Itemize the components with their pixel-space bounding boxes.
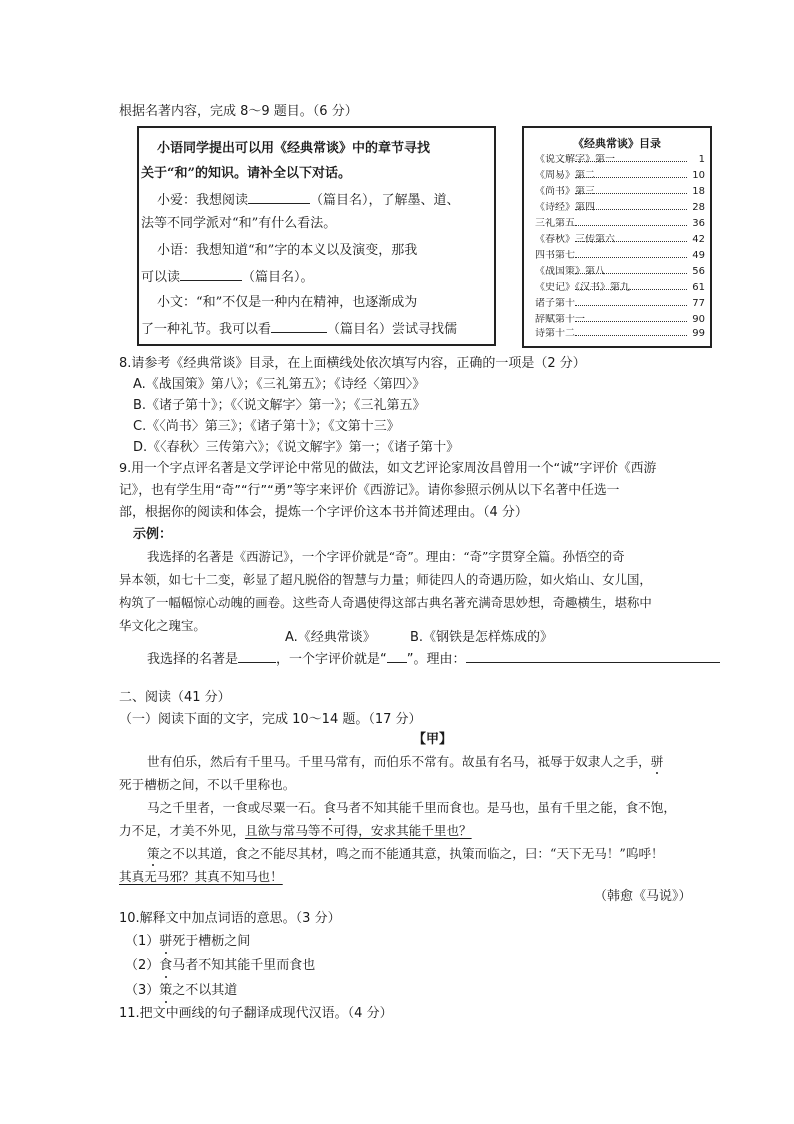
passage-para: 策之不以其道，食之不能尽其材，鸣之而不能通其意，执策而临之，曰：“天下无马！”呜呼！ — [147, 846, 664, 861]
q9-answer-line: 我选择的名著是 ，一个字评价就是“ ”。理由： — [147, 650, 720, 668]
answer-blank[interactable] — [180, 268, 242, 281]
q9-stem: 9.用一个字点评名著是文学评论中常见的做法，如文艺评论家周汝昌曾用一个“诚”字评价《西游 — [119, 461, 657, 476]
toc-row: 四书第七 49 — [535, 250, 705, 261]
passage-para: 力不足，才美不外见，且欲与常马等不可得，安求其能千里也？ — [119, 823, 472, 838]
toc-box — [522, 126, 712, 348]
toc-title: 《经典常谈》目录 — [573, 137, 661, 150]
book-blank[interactable] — [238, 650, 276, 663]
example-text: 异本领，如七十二变，彰显了超凡脱俗的智慧与力量；师徒四人的奇遇历险，如火焰山、女儿国， — [119, 572, 652, 587]
underlined-sentence: 且欲与常马等不可得，安求其能千里也？ — [244, 823, 472, 838]
character-blank[interactable] — [387, 650, 407, 663]
q8-option-a[interactable]: A.《战国策》第八》；《三礼第五》；《诗经〈第四〉》 — [133, 377, 426, 392]
dialogue-box — [137, 126, 496, 346]
passage-para: 马之千里者，一食或尽粟一石。食马者不知其能千里而食也。是马也，虽有千里之能，食不饱， — [147, 800, 676, 815]
example-text: 构筑了一幅幅惊心动魄的画卷。这些奇人奇遇使得这部古典名著充满奇思妙想，奇趣横生，堪称中 — [119, 595, 652, 610]
answer-blank[interactable] — [271, 320, 327, 333]
q9-stem-cont: 部，根据你的阅读和体会，提炼一个字评价这本书并简述理由。（4 分） — [119, 505, 528, 520]
toc-row: 《史记》《汉书》第九 61 — [535, 282, 705, 293]
passage-source: （韩愈《马说》） — [594, 889, 692, 904]
q8-option-c[interactable]: C.《〈尚书〉第三》；《诸子第十》；《文第十三》 — [133, 419, 400, 434]
passage-para: 世有伯乐，然后有千里马。千里马常有，而伯乐不常有。故虽有名马，祗辱于奴隶人之手，骈 — [147, 754, 664, 769]
dialogue-line: 小语同学提出可以用《经典常谈》中的章节寻找 — [157, 141, 431, 156]
section2-title: 二、阅读（41 分） — [119, 690, 231, 705]
q10-stem: 10.解释文中加点词语的意思。（3 分） — [119, 911, 341, 926]
toc-row: 辞赋第十一 90 — [535, 314, 705, 325]
example-text: 我选择的名著是《西游记》，一个字评价就是“奇”。理由：“奇”字贯穿全篇。孙悟空的奇 — [147, 549, 625, 564]
dialogue-wen: 小文：“和”不仅是一种内在精神，也逐渐成为 — [157, 295, 418, 310]
toc-row: 《诗经》第四 28 — [535, 202, 705, 213]
toc-row: 《周易》第二 10 — [535, 170, 705, 181]
passage-para: 死于槽枥之间，不以千里称也。 — [119, 777, 296, 792]
q10-item-1: （1）骈死于槽枥之间 — [125, 934, 251, 949]
toc-row: 《说文解字》第一 1 — [535, 154, 705, 165]
q8-stem: 8.请参考《经典常谈》目录，在上面横线处依次填写内容，正确的一项是（2 分） — [119, 356, 586, 371]
dialogue-yu-cont: 可以读 （篇目名）。 — [141, 270, 314, 285]
q8-option-b[interactable]: B.《诸子第十》；《〈说文解字〉第一》；《三礼第五》 — [133, 398, 426, 413]
toc-row: 《春秋》三传第六 42 — [535, 234, 705, 245]
reason-blank[interactable] — [466, 650, 720, 663]
q9-option-b[interactable]: B.《钢铁是怎样炼成的》 — [410, 630, 554, 645]
passage-para — [119, 869, 283, 884]
dialogue-line: 关于“和”的知识。请补全以下对话。 — [141, 166, 351, 181]
dialogue-yu: 小语：我想知道“和”字的本义以及演变，那我 — [157, 243, 418, 258]
passage-label: 【甲】 — [413, 732, 453, 747]
q8-option-d[interactable]: D.《〈春秋〉三传第六》；《说文解字》第一；《诸子第十》 — [133, 440, 460, 455]
example-label: 示例： — [133, 527, 173, 542]
q9-option-a[interactable]: A.《经典常谈》 — [285, 630, 376, 645]
answer-blank[interactable] — [248, 191, 310, 204]
toc-row: 诗第十二 99 — [535, 328, 705, 339]
section2-subtitle: （一）阅读下面的文字，完成 10～14 题。（17 分） — [119, 712, 422, 727]
toc-row: 《尚书》第三 18 — [535, 186, 705, 197]
q11-stem: 11.把文中画线的句子翻译成现代汉语。（4 分） — [119, 1006, 393, 1021]
dialogue-ai: 小爱：我想阅读 （篇目名），了解墨、道、 — [157, 193, 460, 208]
dialogue-wen-cont: 了一种礼节。我可以看 （篇目名）尝试寻找儒 — [141, 322, 458, 337]
q9-stem-cont: 记》，也有学生用“奇”“行”“勇”等字来评价《西游记》。请你参照示例从以下名著中任选一 — [119, 483, 620, 498]
toc-row: 三礼第五 36 — [535, 218, 705, 229]
toc-row: 《战国策》第八 56 — [535, 266, 705, 277]
dialogue-ai-cont: 法等不同学派对“和”有什么看法。 — [141, 216, 337, 231]
q10-item-3: （3）策之不以其道 — [125, 983, 238, 998]
section-intro: 根据名著内容，完成 8～9 题目。（6 分） — [119, 104, 358, 119]
example-text: 华文化之瑰宝。 — [119, 618, 206, 633]
underlined-sentence: 其真无马邪？其真不知马也！ — [119, 869, 283, 884]
toc-row: 诸子第十 77 — [535, 298, 705, 309]
q10-item-2: （2）食马者不知其能千里而食也 — [125, 958, 316, 973]
